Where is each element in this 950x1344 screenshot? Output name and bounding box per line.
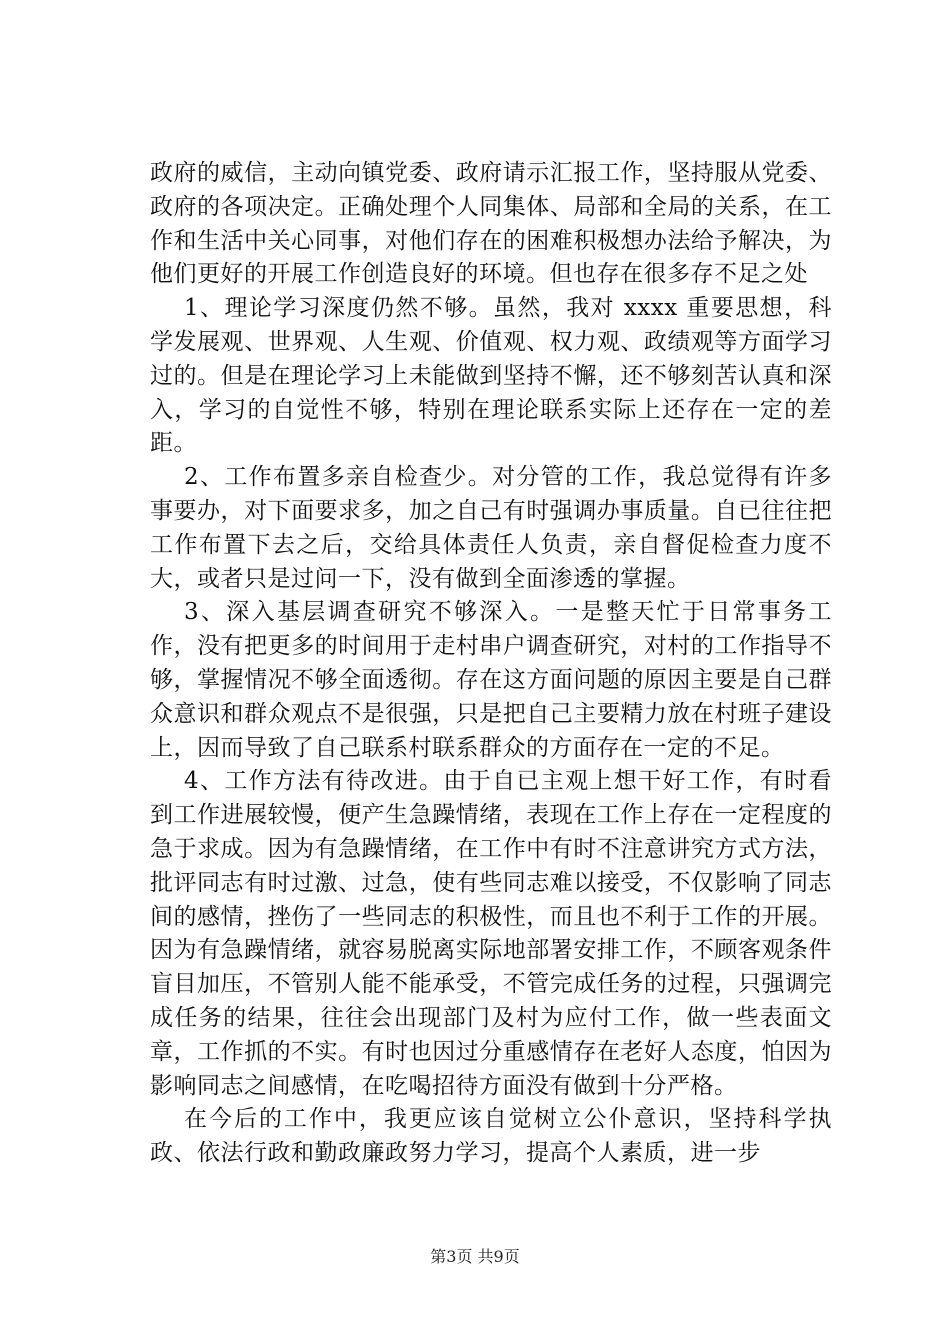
- paragraph-item-3: 3、深入基层调查研究不够深入。一是整天忙于日常事务工作，没有把更多的时间用于走村串户调查研究，对村的工作指导不够，掌握情况不够全面透彻。存在这方面问题的原因主要是自己群众意识和群众观点不是很强，只是把自己主要精力放在村班子建设上，因而导致了自己联系村联系群众的方面存在一定的不足。: [150, 599, 832, 761]
- body-text: [150, 157, 832, 1171]
- paragraph-closing: 在今后的工作中，我更应该自觉树立公仆意识，坚持科学执政、依法行政和勤政廉政努力学习，提高个人素质，进一步: [150, 1106, 832, 1167]
- page-footer: 第3页 共9页: [430, 1247, 520, 1266]
- paragraph-item-1: 1、理论学习深度仍然不够。虽然，我对 xxxx 重要思想，科学发展观、世界观、人生观、价值观、权力观、政绩观等方面学习过的。但是在理论学习上未能做到坚持不懈，还不够刻苦认真和深入，学习的自觉性不够，特别在理论联系实际上还存在一定的差距。: [150, 295, 832, 457]
- paragraph-item-4: 4、工作方法有待改进。由于自已主观上想干好工作，有时看到工作进展较慢，便产生急躁情绪，表现在工作上存在一定程度的急于求成。因为有急躁情绪，在工作中有时不注意讲究方式方法，批评同志有时过激、过急，使有些同志难以接受，不仅影响了同志间的感情，挫伤了一些同志的积极性，而且也不利于工作的开展。因为有急躁情绪，就容易脱离实际地部署安排工作，不顾客观条件盲目加压，不管别人能不能承受，不管完成任务的过程，只强调完成任务的结果，往往会出现部门及村为应付工作，做一些表面文章，工作抓的不实。有时也因过分重感情存在老好人态度，怕因为影响同志之间感情，在吃喝招待方面没有做到十分严格。: [150, 768, 832, 1099]
- paragraph-continuation: 政府的威信，主动向镇党委、政府请示汇报工作，坚持服从党委、政府的各项决定。正确处理个人同集体、局部和全局的关系，在工作和生活中关心同事，对他们存在的困难积极想办法给予解决，为他们更好的开展工作创造良好的环境。但也存在很多存不足之处: [150, 160, 832, 288]
- paragraph-item-2: 2、工作布置多亲自检查少。对分管的工作，我总觉得有许多事要办，对下面要求多，加之自己有时强调办事质量。自已往往把工作布置下去之后，交给具体责任人负责，亲自督促检查力度不大，或者只是过问一下，没有做到全面渗透的掌握。: [150, 464, 832, 592]
